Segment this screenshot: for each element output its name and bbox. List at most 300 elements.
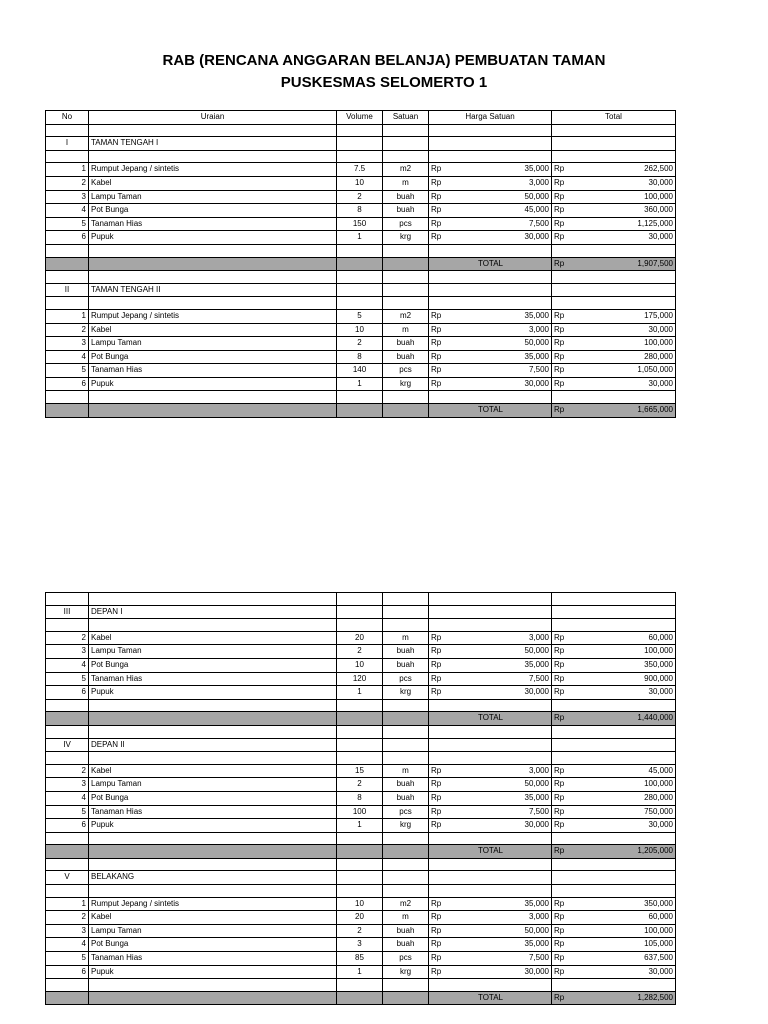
item-volume: 85 (337, 952, 383, 966)
cell-no (46, 699, 89, 712)
cell-uraian (89, 619, 337, 632)
item-name: Tanaman Hias (89, 672, 337, 686)
table-row (46, 658, 676, 672)
item-total (552, 163, 676, 177)
item-unit: m (383, 631, 429, 645)
amount-value: 175,000 (644, 310, 673, 320)
currency-label: Rp (554, 992, 565, 1002)
currency-label: Rp (554, 953, 565, 963)
section-name: DEPAN I (89, 605, 337, 619)
currency-label: Rp (431, 659, 442, 669)
item-total (552, 645, 676, 659)
item-name: Kabel (89, 764, 337, 778)
item-unit-price (429, 952, 552, 966)
item-volume: 5 (337, 309, 383, 323)
cell-satuan (383, 858, 429, 871)
currency-label: Rp (431, 310, 442, 320)
table-row (46, 337, 676, 351)
amount-value: 30,000 (648, 177, 673, 187)
item-volume: 1 (337, 686, 383, 700)
amount-value: 50,000 (524, 925, 549, 935)
amount-value: 50,000 (524, 191, 549, 201)
item-number: 1 (46, 309, 89, 323)
currency-label: Rp (431, 351, 442, 361)
cell-total (552, 124, 676, 137)
blank-row (46, 124, 676, 137)
amount-value: 280,000 (644, 351, 673, 361)
currency-label: Rp (554, 258, 565, 268)
item-volume: 20 (337, 631, 383, 645)
item-volume: 1 (337, 819, 383, 833)
currency-label: Rp (554, 846, 565, 856)
item-total (552, 337, 676, 351)
cell-volume (337, 404, 383, 418)
cell-harga (429, 832, 552, 845)
currency-label: Rp (431, 953, 442, 963)
currency-label: Rp (431, 925, 442, 935)
cell-harga (429, 605, 552, 619)
cell-satuan (383, 871, 429, 885)
blank-row (46, 858, 676, 871)
cell-uraian (89, 991, 337, 1005)
cell-satuan (383, 619, 429, 632)
item-total (552, 631, 676, 645)
item-number: 3 (46, 337, 89, 351)
cell-harga (429, 244, 552, 257)
cell-volume (337, 699, 383, 712)
item-name: Rumput Jepang / sintetis (89, 163, 337, 177)
cell-volume (337, 845, 383, 859)
item-name: Rumput Jepang / sintetis (89, 309, 337, 323)
amount-value: 1,440,000 (637, 713, 673, 723)
cell-harga (429, 871, 552, 885)
currency-label: Rp (554, 338, 565, 348)
item-unit-price (429, 337, 552, 351)
blank-row (46, 752, 676, 765)
cell-volume (337, 150, 383, 163)
cell-volume (337, 593, 383, 606)
blank-row (46, 725, 676, 738)
item-number: 6 (46, 819, 89, 833)
item-unit-price (429, 231, 552, 245)
item-name: Rumput Jepang / sintetis (89, 897, 337, 911)
cell-uraian (89, 391, 337, 404)
currency-label: Rp (554, 687, 565, 697)
cell-harga (429, 150, 552, 163)
cell-uraian (89, 885, 337, 898)
cell-total (552, 752, 676, 765)
item-volume: 8 (337, 791, 383, 805)
currency-label: Rp (431, 632, 442, 642)
cell-no (46, 619, 89, 632)
item-number: 2 (46, 323, 89, 337)
cell-uraian (89, 725, 337, 738)
amount-value: 750,000 (644, 806, 673, 816)
currency-label: Rp (554, 310, 565, 320)
header-volume: Volume (337, 111, 383, 125)
item-total (552, 323, 676, 337)
item-total (552, 819, 676, 833)
cell-total (552, 137, 676, 151)
item-number: 6 (46, 686, 89, 700)
item-name: Tanaman Hias (89, 364, 337, 378)
cell-uraian (89, 699, 337, 712)
amount-value: 1,205,000 (637, 846, 673, 856)
amount-value: 30,000 (648, 687, 673, 697)
cell-satuan (383, 271, 429, 284)
item-name: Pupuk (89, 819, 337, 833)
amount-value: 100,000 (644, 646, 673, 656)
currency-label: Rp (431, 338, 442, 348)
budget-table-2 (45, 592, 676, 1005)
blank-row (46, 832, 676, 845)
currency-label: Rp (431, 177, 442, 187)
cell-satuan (383, 752, 429, 765)
item-total (552, 805, 676, 819)
item-number: 5 (46, 952, 89, 966)
cell-total (552, 738, 676, 752)
item-name: Kabel (89, 323, 337, 337)
cell-no (46, 404, 89, 418)
table-row (46, 938, 676, 952)
cell-uraian (89, 297, 337, 310)
blank-row (46, 244, 676, 257)
item-total (552, 965, 676, 979)
cell-total (552, 605, 676, 619)
currency-label: Rp (554, 632, 565, 642)
amount-value: 35,000 (524, 659, 549, 669)
total-label: TOTAL (429, 404, 552, 418)
cell-no (46, 593, 89, 606)
amount-value: 1,665,000 (637, 405, 673, 415)
item-total (552, 658, 676, 672)
item-volume: 8 (337, 204, 383, 218)
table-row (46, 791, 676, 805)
item-volume: 10 (337, 176, 383, 190)
cell-uraian (89, 845, 337, 859)
total-row (46, 712, 676, 726)
item-volume: 15 (337, 764, 383, 778)
table-row (46, 911, 676, 925)
cell-satuan (383, 150, 429, 163)
table-row (46, 377, 676, 391)
amount-value: 350,000 (644, 898, 673, 908)
item-total (552, 672, 676, 686)
item-name: Pupuk (89, 377, 337, 391)
item-unit-price (429, 672, 552, 686)
cell-volume (337, 257, 383, 271)
amount-value: 30,000 (524, 687, 549, 697)
cell-harga (429, 979, 552, 992)
table-row (46, 231, 676, 245)
item-name: Tanaman Hias (89, 805, 337, 819)
item-unit: m2 (383, 309, 429, 323)
item-unit-price (429, 350, 552, 364)
section-row (46, 605, 676, 619)
currency-label: Rp (554, 646, 565, 656)
currency-label: Rp (554, 898, 565, 908)
item-total (552, 176, 676, 190)
item-number: 6 (46, 377, 89, 391)
amount-value: 30,000 (524, 378, 549, 388)
item-number: 2 (46, 631, 89, 645)
blank-row (46, 593, 676, 606)
item-total (552, 938, 676, 952)
amount-value: 7,500 (528, 806, 549, 816)
amount-value: 30,000 (524, 966, 549, 976)
amount-value: 1,050,000 (637, 365, 673, 375)
cell-no (46, 991, 89, 1005)
cell-no (46, 712, 89, 726)
item-total (552, 204, 676, 218)
amount-value: 35,000 (524, 351, 549, 361)
section-number: IV (46, 738, 89, 752)
item-volume: 20 (337, 911, 383, 925)
cell-total (552, 150, 676, 163)
item-unit: krg (383, 686, 429, 700)
amount-value: 45,000 (524, 205, 549, 215)
amount-value: 900,000 (644, 673, 673, 683)
item-number: 3 (46, 645, 89, 659)
currency-label: Rp (431, 205, 442, 215)
currency-label: Rp (431, 912, 442, 922)
item-total (552, 350, 676, 364)
table-row (46, 645, 676, 659)
item-unit: pcs (383, 364, 429, 378)
cell-satuan (383, 404, 429, 418)
cell-volume (337, 619, 383, 632)
section-total (552, 991, 676, 1005)
section-total (552, 404, 676, 418)
item-volume: 2 (337, 924, 383, 938)
cell-no (46, 150, 89, 163)
currency-label: Rp (431, 673, 442, 683)
item-volume: 120 (337, 672, 383, 686)
table-row (46, 350, 676, 364)
item-name: Lampu Taman (89, 190, 337, 204)
cell-volume (337, 137, 383, 151)
item-number: 4 (46, 938, 89, 952)
item-unit-price (429, 686, 552, 700)
item-unit-price (429, 938, 552, 952)
cell-uraian (89, 404, 337, 418)
item-unit-price (429, 658, 552, 672)
item-unit-price (429, 645, 552, 659)
item-unit: m2 (383, 897, 429, 911)
item-unit-price (429, 764, 552, 778)
cell-satuan (383, 124, 429, 137)
amount-value: 7,500 (528, 953, 549, 963)
cell-satuan (383, 593, 429, 606)
currency-label: Rp (554, 765, 565, 775)
item-volume: 2 (337, 190, 383, 204)
item-total (552, 911, 676, 925)
cell-uraian (89, 271, 337, 284)
section-row (46, 738, 676, 752)
total-label: TOTAL (429, 712, 552, 726)
cell-harga (429, 391, 552, 404)
amount-value: 280,000 (644, 792, 673, 802)
cell-satuan (383, 991, 429, 1005)
item-volume: 10 (337, 897, 383, 911)
amount-value: 3,000 (528, 632, 549, 642)
item-name: Kabel (89, 631, 337, 645)
amount-value: 7,500 (528, 218, 549, 228)
cell-satuan (383, 712, 429, 726)
currency-label: Rp (554, 164, 565, 174)
cell-satuan (383, 699, 429, 712)
item-number: 1 (46, 897, 89, 911)
item-unit: buah (383, 658, 429, 672)
total-row (46, 845, 676, 859)
cell-satuan (383, 845, 429, 859)
cell-satuan (383, 391, 429, 404)
item-unit: pcs (383, 672, 429, 686)
amount-value: 637,500 (644, 953, 673, 963)
cell-harga (429, 699, 552, 712)
item-unit-price (429, 911, 552, 925)
table-row (46, 965, 676, 979)
cell-volume (337, 605, 383, 619)
section-name: BELAKANG (89, 871, 337, 885)
cell-no (46, 124, 89, 137)
currency-label: Rp (431, 779, 442, 789)
amount-value: 30,000 (524, 232, 549, 242)
currency-label: Rp (431, 218, 442, 228)
cell-volume (337, 871, 383, 885)
currency-label: Rp (431, 365, 442, 375)
item-volume: 1 (337, 377, 383, 391)
item-unit-price (429, 805, 552, 819)
amount-value: 105,000 (644, 939, 673, 949)
currency-label: Rp (431, 939, 442, 949)
amount-value: 7,500 (528, 673, 549, 683)
amount-value: 3,000 (528, 912, 549, 922)
item-unit: krg (383, 231, 429, 245)
item-unit-price (429, 819, 552, 833)
section-row (46, 137, 676, 151)
cell-total (552, 725, 676, 738)
currency-label: Rp (554, 191, 565, 201)
amount-value: 360,000 (644, 205, 673, 215)
item-number: 2 (46, 176, 89, 190)
header-satuan: Satuan (383, 111, 429, 125)
blank-row (46, 699, 676, 712)
item-number: 3 (46, 924, 89, 938)
item-unit: pcs (383, 805, 429, 819)
header-no: No (46, 111, 89, 125)
total-label: TOTAL (429, 257, 552, 271)
cell-harga (429, 283, 552, 297)
table-row (46, 805, 676, 819)
item-unit: m (383, 764, 429, 778)
amount-value: 100,000 (644, 338, 673, 348)
item-unit-price (429, 897, 552, 911)
cell-total (552, 283, 676, 297)
table-row (46, 217, 676, 231)
item-name: Pot Bunga (89, 938, 337, 952)
table-row (46, 631, 676, 645)
cell-satuan (383, 979, 429, 992)
currency-label: Rp (554, 659, 565, 669)
cell-total (552, 885, 676, 898)
currency-label: Rp (554, 351, 565, 361)
item-number: 5 (46, 805, 89, 819)
item-unit: krg (383, 819, 429, 833)
amount-value: 50,000 (524, 779, 549, 789)
table-header-row (46, 111, 676, 125)
item-number: 5 (46, 672, 89, 686)
amount-value: 100,000 (644, 191, 673, 201)
cell-total (552, 699, 676, 712)
total-label: TOTAL (429, 991, 552, 1005)
item-unit-price (429, 190, 552, 204)
cell-satuan (383, 244, 429, 257)
item-unit: buah (383, 350, 429, 364)
cell-satuan (383, 605, 429, 619)
amount-value: 35,000 (524, 310, 549, 320)
item-unit-price (429, 778, 552, 792)
table-row (46, 952, 676, 966)
item-total (552, 364, 676, 378)
item-number: 2 (46, 911, 89, 925)
budget-table-2-body (46, 593, 676, 1005)
item-name: Lampu Taman (89, 778, 337, 792)
amount-value: 3,000 (528, 324, 549, 334)
currency-label: Rp (431, 806, 442, 816)
item-volume: 10 (337, 323, 383, 337)
amount-value: 45,000 (648, 765, 673, 775)
item-unit-price (429, 364, 552, 378)
item-total (552, 309, 676, 323)
total-label: TOTAL (429, 845, 552, 859)
section-number: I (46, 137, 89, 151)
item-unit: buah (383, 645, 429, 659)
item-unit-price (429, 924, 552, 938)
currency-label: Rp (554, 218, 565, 228)
cell-uraian (89, 712, 337, 726)
cell-harga (429, 752, 552, 765)
cell-volume (337, 858, 383, 871)
item-volume: 2 (337, 337, 383, 351)
table-row (46, 190, 676, 204)
amount-value: 30,000 (648, 232, 673, 242)
currency-label: Rp (431, 820, 442, 830)
cell-harga (429, 137, 552, 151)
amount-value: 50,000 (524, 646, 549, 656)
item-unit-price (429, 791, 552, 805)
item-unit-price (429, 631, 552, 645)
amount-value: 350,000 (644, 659, 673, 669)
item-unit-price (429, 217, 552, 231)
cell-no (46, 858, 89, 871)
amount-value: 1,907,500 (637, 258, 673, 268)
table-row (46, 778, 676, 792)
cell-harga (429, 124, 552, 137)
cell-satuan (383, 283, 429, 297)
cell-harga (429, 725, 552, 738)
currency-label: Rp (431, 232, 442, 242)
cell-total (552, 832, 676, 845)
table-row (46, 897, 676, 911)
currency-label: Rp (554, 365, 565, 375)
amount-value: 60,000 (648, 632, 673, 642)
item-total (552, 952, 676, 966)
currency-label: Rp (431, 191, 442, 201)
table-row (46, 323, 676, 337)
cell-total (552, 593, 676, 606)
item-volume: 7.5 (337, 163, 383, 177)
